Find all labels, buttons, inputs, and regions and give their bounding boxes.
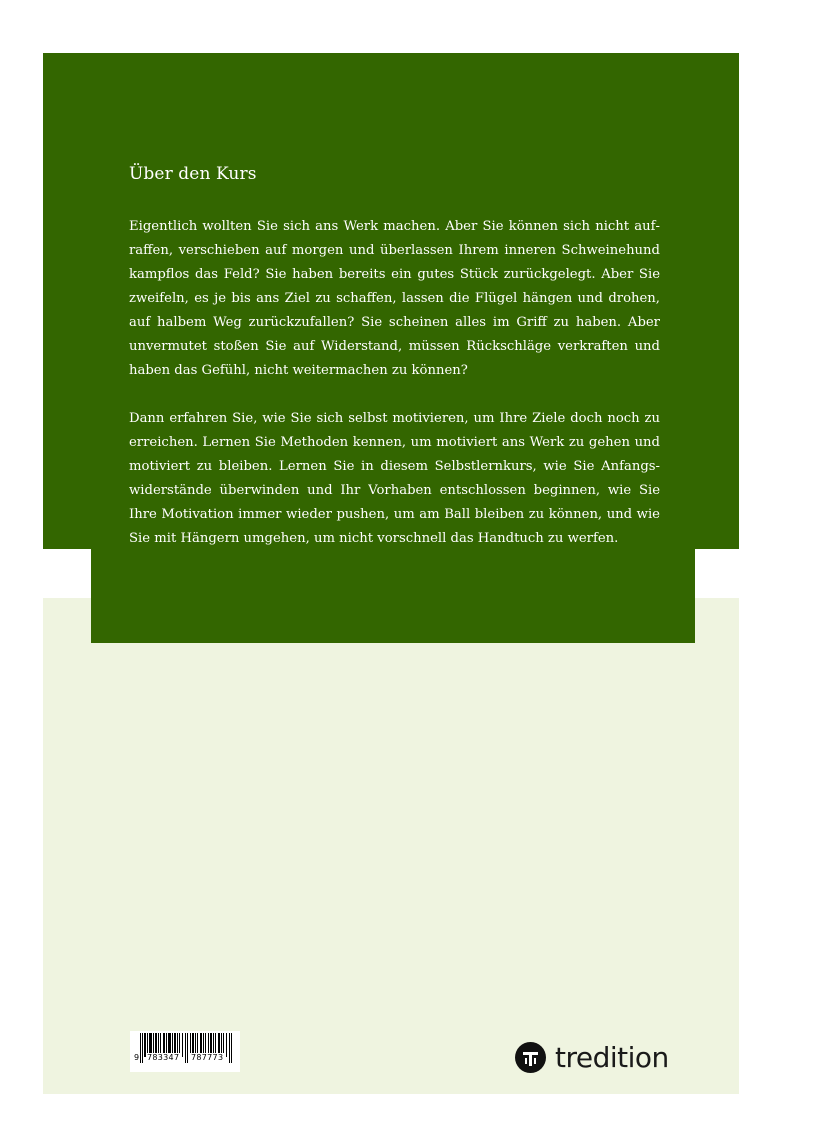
publisher-brand: [515, 1040, 669, 1076]
barcode-right-group: 787773: [191, 1053, 224, 1062]
paragraph-2: Dann erfahren Sie, wie Sie sich selbst motivieren, um Ihre Ziele doch noch zu erreichen. Lernen Sie Methoden kennen, um motiviert ans Werk zu gehen und motiviert zu bleiben. Lernen Sie in diesem Selbstlernkurs, wie Sie Anfangswiderstände überwinden und Ihr Vorhaben entschlossen beginnen, wie Sie Ihre Motivation immer wieder pushen, um am Ball bleiben zu können, und wie Sie mit Hängern umgehen, um nicht vorschnell das Handtuch zu werfen.: [129, 411, 660, 546]
barcode-left-group: 783347: [147, 1053, 180, 1062]
barcode-digits: [130, 1053, 240, 1065]
course-description: [129, 160, 660, 575]
section-heading: Über den Kurs: [129, 164, 257, 184]
barcode-bars: [130, 1031, 240, 1072]
lower-background-panel: [43, 598, 739, 1094]
paragraph-1: Eigentlich wollten Sie sich ans Werk machen. Aber Sie können sich nicht aufraffen, verschieben auf morgen und überlassen Ihrem inneren Schweinehund kampflos das Feld? Sie haben bereits ein gutes Stück zurückgelegt. Aber Sie zweifeln, es je bis ans Ziel zu schaffen, lassen die Flügel hängen und drohen, auf halbem Weg zurückzufallen? Sie scheinen alles im Griff zu haben. Aber unvermutet stoßen Sie auf Widerstand, müssen Rückschläge verkraften und haben das Gefühl, nicht weitermachen zu können?: [129, 219, 660, 378]
publisher-name: tredition: [555, 1041, 669, 1074]
tredition-logo-icon: [515, 1042, 546, 1073]
isbn-barcode: [130, 1031, 240, 1072]
barcode-first-digit: 9: [134, 1053, 140, 1062]
